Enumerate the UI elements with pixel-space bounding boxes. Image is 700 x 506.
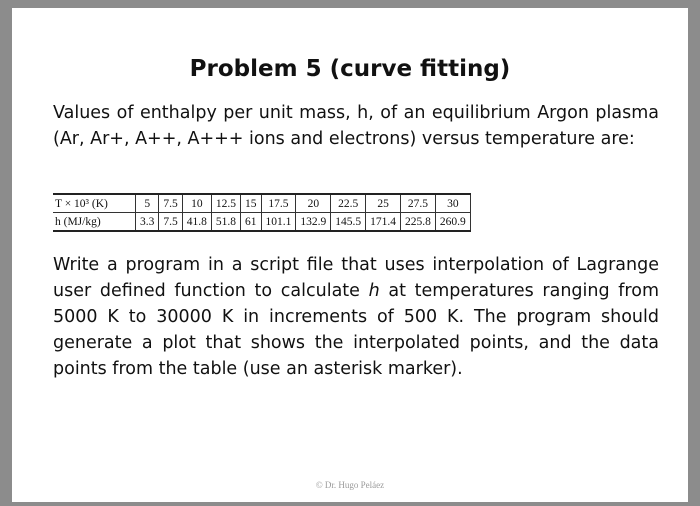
task-text-before: Write a program in a script file that uses interpolation of Lagrange user defined function to calculate [53,255,659,301]
t-cell: 17.5 [261,194,296,213]
t-cell: 5 [136,194,159,213]
task-paragraph [53,252,659,382]
data-table [53,193,471,232]
t-cell: 20 [296,194,331,213]
h-cell: 3.3 [136,213,159,232]
t-cell: 10 [182,194,211,213]
enthalpy-row-label: h (MJ/kg) [53,213,136,232]
task-variable-h: h [368,281,380,301]
h-cell: 41.8 [182,213,211,232]
copyright-footer: © Dr. Hugo Peláez [315,480,385,490]
t-cell: 15 [241,194,262,213]
slide [12,8,688,502]
t-cell: 27.5 [401,194,436,213]
t-cell: 12.5 [211,194,240,213]
temperature-row [53,194,470,213]
h-cell: 171.4 [366,213,401,232]
slide-title: Problem 5 (curve fitting) [189,56,511,82]
h-cell: 61 [241,213,262,232]
h-cell: 7.5 [159,213,182,232]
temperature-row-label: T × 10³ (K) [53,194,136,213]
t-cell: 7.5 [159,194,182,213]
t-cell: 22.5 [331,194,366,213]
task-text-after: at temperatures ranging from 5000 K to 30000 K in increments of 500 K. The program should generate a plot that shows the interpolated points, and the data points from the table (use an asterisk marker). [53,281,659,379]
h-cell: 101.1 [261,213,296,232]
h-cell: 145.5 [331,213,366,232]
t-cell: 25 [366,194,401,213]
h-cell: 260.9 [435,213,470,232]
enthalpy-row [53,213,470,232]
h-cell: 51.8 [211,213,240,232]
h-cell: 225.8 [401,213,436,232]
t-cell: 30 [435,194,470,213]
intro-paragraph: Values of enthalpy per unit mass, h, of an equilibrium Argon plasma (Ar, Ar+, A++, A+++ ions and electrons) versus temperature are: [53,103,659,149]
h-cell: 132.9 [296,213,331,232]
